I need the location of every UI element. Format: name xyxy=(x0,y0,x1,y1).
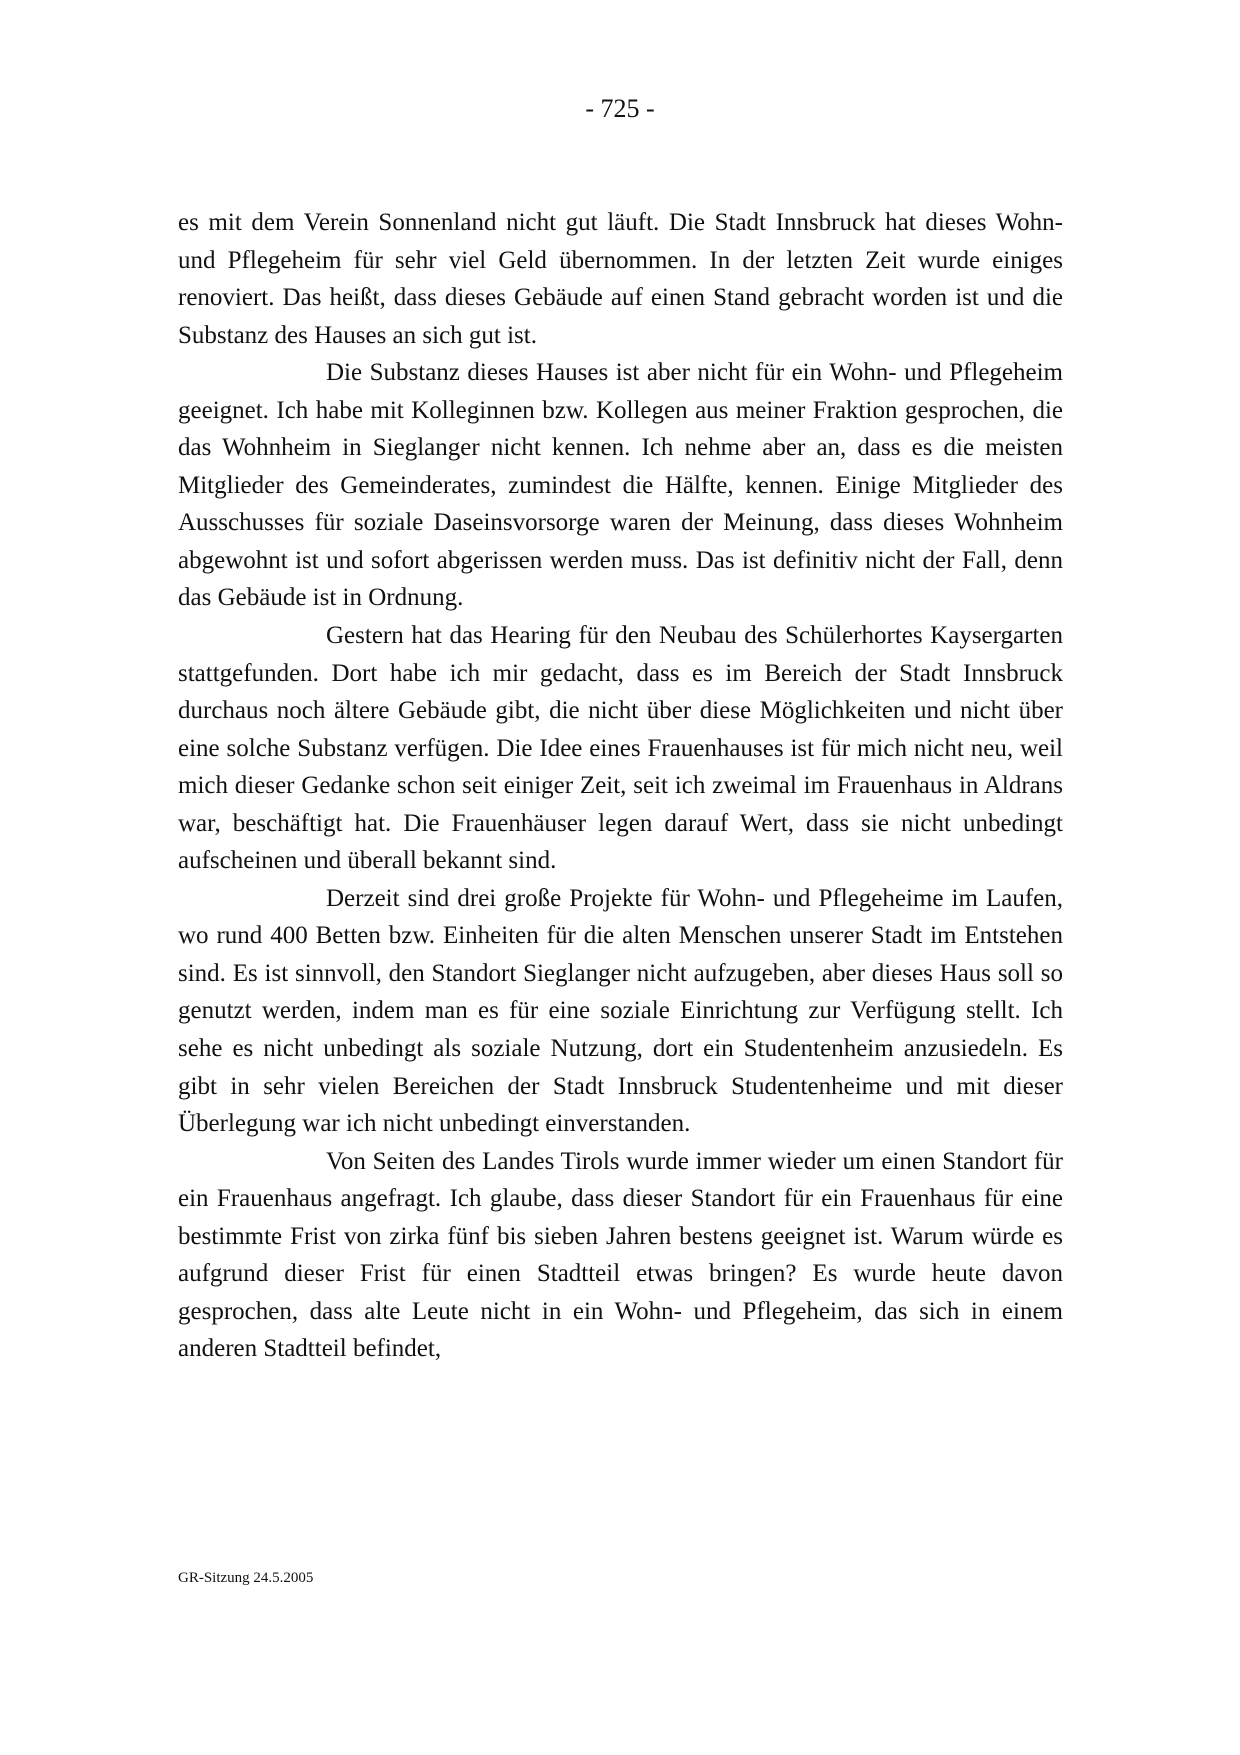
paragraph-4: Derzeit sind drei große Projekte für Wohn- und Pflegeheime im Laufen, wo rund 400 Betten bzw. Einheiten für die alten Menschen unserer Stadt im Entstehen sind. Es ist sinnvoll, den Standort Sieglanger nicht aufzugeben, aber dieses Haus soll so genutzt werden, indem man es für eine soziale Einrichtung zur Verfügung stellt. Ich sehe es nicht unbedingt als soziale Nutzung, dort ein Studentenheim anzusiedeln. Es gibt in sehr vielen Bereichen der Stadt Innsbruck Studentenheime und mit dieser Überlegung war ich nicht unbedingt einverstanden. xyxy=(178,884,1063,1138)
paragraph-1: es mit dem Verein Sonnenland nicht gut läuft. Die Stadt Innsbruck hat dieses Wohn- und Pflegeheim für sehr viel Geld übernommen. In der letzten Zeit wurde einiges renoviert. Das heißt, dass dieses Gebäude auf einen Stand gebracht worden ist und die Substanz des Hauses an sich gut ist. xyxy=(178,209,1063,349)
document-body xyxy=(178,204,1063,1368)
page-number: - 725 - xyxy=(585,94,655,123)
page-footer: GR-Sitzung 24.5.2005 xyxy=(178,1570,314,1586)
paragraph-2: Die Substanz dieses Hauses ist aber nicht für ein Wohn- und Pflegeheim geeignet. Ich habe mit Kolleginnen bzw. Kollegen aus meiner Fraktion gesprochen, die das Wohnheim in Sieglanger nicht kennen. Ich nehme aber an, dass es die meisten Mitglieder des Gemeinderates, zumindest die Hälfte, kennen. Einige Mitglieder des Ausschusses für soziale Daseinsvorsorge waren der Meinung, dass dieses Wohnheim abgewohnt ist und sofort abgerissen werden muss. Das ist definitiv nicht der Fall, denn das Gebäude ist in Ordnung. xyxy=(178,359,1063,612)
paragraph-3: Gestern hat das Hearing für den Neubau des Schülerhortes Kaysergarten stattgefunden. Dort habe ich mir gedacht, dass es im Bereich der Stadt Innsbruck durchaus noch ältere Gebäude gibt, die nicht über diese Möglichkeiten und nicht über eine solche Substanz verfügen. Die Idee eines Frauenhauses ist für mich nicht neu, weil mich dieser Gedanke schon seit einiger Zeit, seit ich zweimal im Frauenhaus in Aldrans war, beschäftigt hat. Die Frauenhäuser legen darauf Wert, dass sie nicht unbedingt aufscheinen und überall bekannt sind. xyxy=(178,622,1063,875)
paragraph-5: Von Seiten des Landes Tirols wurde immer wieder um einen Standort für ein Frauenhaus angefragt. Ich glaube, dass dieser Standort für ein Frauenhaus für eine bestimmte Frist von zirka fünf bis sieben Jahren bestens geeignet ist. Warum würde es aufgrund dieser Frist für einen Stadtteil etwas bringen? Es wurde heute davon gesprochen, dass alte Leute nicht in ein Wohn- und Pflegeheim, das sich in einem anderen Stadtteil befindet, xyxy=(178,1147,1063,1363)
